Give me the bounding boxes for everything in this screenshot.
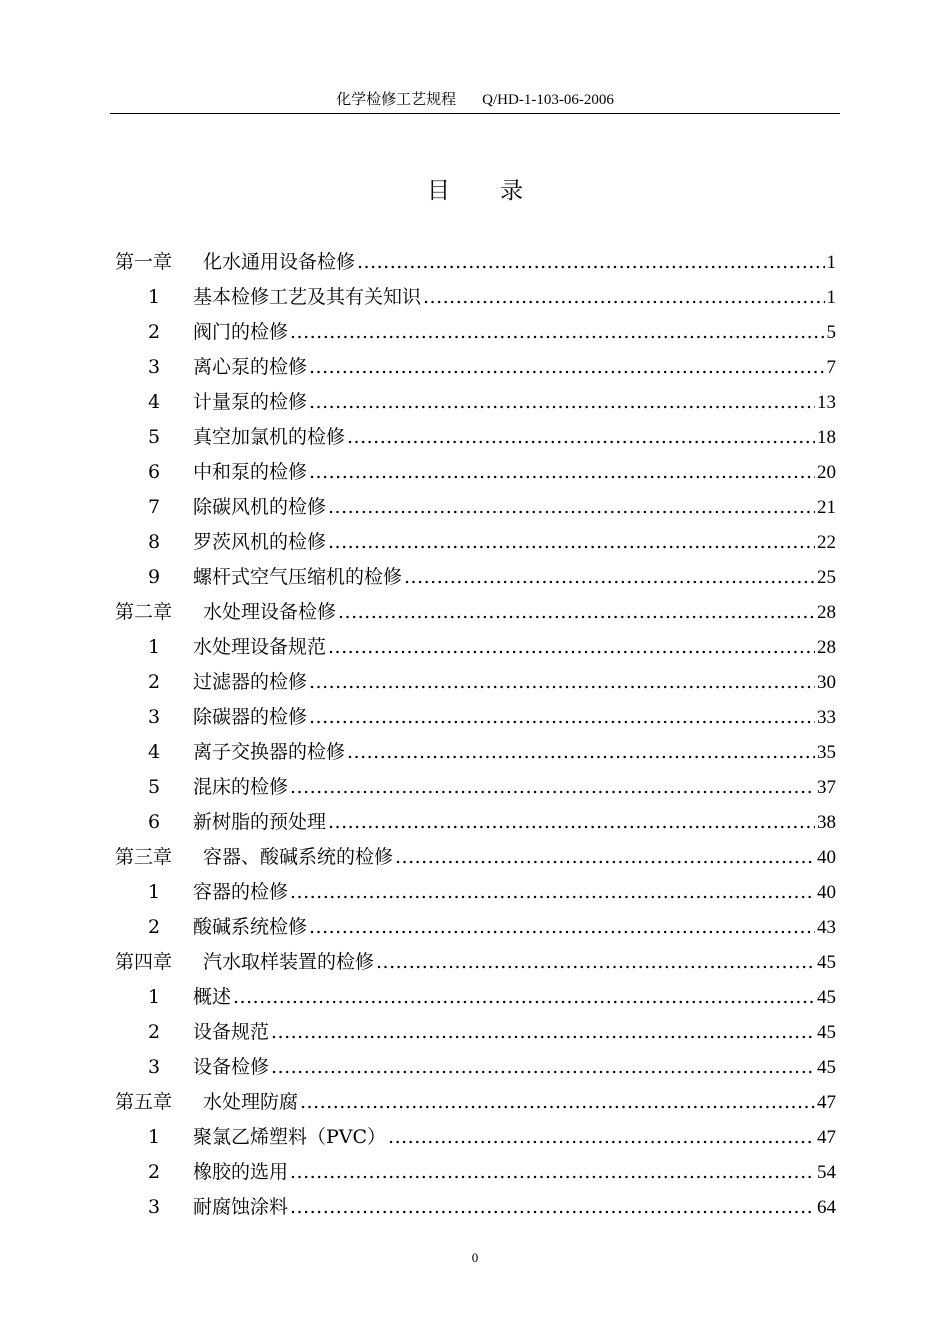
- toc-section-entry[interactable]: [115, 735, 836, 770]
- page-reference: 13: [817, 392, 836, 413]
- entry-title: 酸碱系统检修: [193, 916, 308, 938]
- toc-section-entry[interactable]: [115, 490, 836, 525]
- entry-title: 除碳器的检修: [193, 706, 308, 728]
- dot-leader: [376, 945, 815, 980]
- entry-title: 中和泵的检修: [193, 461, 308, 483]
- section-number: 2: [147, 916, 161, 938]
- page-reference: 45: [817, 1057, 836, 1078]
- toc-section-entry[interactable]: [115, 420, 836, 455]
- entry-title: 橡胶的选用: [193, 1161, 289, 1183]
- entry-title: 离心泵的检修: [193, 356, 308, 378]
- dot-leader: [338, 595, 815, 630]
- page-reference: 21: [817, 497, 836, 518]
- dot-leader: [347, 735, 815, 770]
- entry-title: 水处理设备检修: [203, 601, 337, 623]
- toc-section-entry[interactable]: [115, 560, 836, 595]
- toc-section-entry[interactable]: [115, 980, 836, 1015]
- dot-leader: [347, 420, 815, 455]
- chapter-label: 第二章: [115, 601, 173, 623]
- toc-chapter-entry[interactable]: [115, 1085, 836, 1120]
- entry-title: 概述: [193, 986, 232, 1008]
- dot-leader: [328, 525, 815, 560]
- dot-leader: [328, 490, 815, 525]
- section-number: 1: [147, 986, 161, 1008]
- toc-section-entry[interactable]: [115, 1155, 836, 1190]
- page-reference: 7: [826, 357, 836, 378]
- entry-title: 真空加氯机的检修: [193, 426, 346, 448]
- toc-section-entry[interactable]: [115, 525, 836, 560]
- chapter-label: 第三章: [115, 846, 173, 868]
- toc-heading: [0, 172, 950, 205]
- header-document-code: Q/HD-1-103-06-2006: [482, 92, 614, 108]
- entry-title: 容器的检修: [193, 881, 289, 903]
- toc-section-entry[interactable]: [115, 280, 836, 315]
- dot-leader: [388, 1120, 815, 1155]
- dot-leader: [309, 910, 815, 945]
- toc-section-entry[interactable]: [115, 630, 836, 665]
- dot-leader: [328, 805, 815, 840]
- toc-section-entry[interactable]: [115, 315, 836, 350]
- page-reference: 40: [817, 847, 836, 868]
- section-number: 1: [147, 636, 161, 658]
- page-reference: 47: [817, 1092, 836, 1113]
- dot-leader: [233, 980, 815, 1015]
- section-number: 2: [147, 1161, 161, 1183]
- dot-leader: [423, 280, 824, 315]
- page-number: 0: [471, 1250, 479, 1265]
- dot-leader: [271, 1050, 815, 1085]
- section-number: 5: [147, 776, 161, 798]
- section-number: 2: [147, 321, 161, 343]
- page-reference: 25: [817, 567, 836, 588]
- entry-title: 罗茨风机的检修: [193, 531, 327, 553]
- dot-leader: [357, 245, 824, 280]
- section-number: 3: [147, 1056, 161, 1078]
- section-number: 3: [147, 706, 161, 728]
- dot-leader: [309, 350, 824, 385]
- toc-section-entry[interactable]: [115, 455, 836, 490]
- page-reference: 45: [817, 1022, 836, 1043]
- entry-title: 新树脂的预处理: [193, 811, 327, 833]
- entry-title: 过滤器的检修: [193, 671, 308, 693]
- entry-title: 基本检修工艺及其有关知识: [193, 286, 422, 308]
- entry-title: 离子交换器的检修: [193, 741, 346, 763]
- page-reference: 33: [817, 707, 836, 728]
- entry-title: 除碳风机的检修: [193, 496, 327, 518]
- page-reference: 38: [817, 812, 836, 833]
- page-reference: 47: [817, 1127, 836, 1148]
- section-number: 9: [147, 566, 161, 588]
- page-reference: 1: [826, 287, 836, 308]
- section-number: 2: [147, 671, 161, 693]
- page-reference: 5: [826, 322, 836, 343]
- toc-section-entry[interactable]: [115, 665, 836, 700]
- toc-section-entry[interactable]: [115, 1190, 836, 1225]
- section-number: 4: [147, 391, 161, 413]
- running-header: [110, 88, 840, 111]
- page-reference: 20: [817, 462, 836, 483]
- chapter-label: 第一章: [115, 251, 173, 273]
- entry-title: 化水通用设备检修: [203, 251, 356, 273]
- entry-title: 设备检修: [193, 1056, 270, 1078]
- dot-leader: [290, 1155, 815, 1190]
- section-number: 3: [147, 356, 161, 378]
- toc-chapter-entry[interactable]: [115, 595, 836, 630]
- dot-leader: [309, 700, 815, 735]
- entry-title: 螺杆式空气压缩机的检修: [193, 566, 403, 588]
- dot-leader: [290, 1190, 815, 1225]
- section-number: 6: [147, 461, 161, 483]
- toc-section-entry[interactable]: [115, 1050, 836, 1085]
- page-reference: 43: [817, 917, 836, 938]
- toc-chapter-entry[interactable]: [115, 945, 836, 980]
- dot-leader: [290, 875, 815, 910]
- dot-leader: [328, 630, 815, 665]
- toc-heading-char-2: 录: [500, 178, 523, 204]
- dot-leader: [290, 770, 815, 805]
- section-number: 2: [147, 1021, 161, 1043]
- page-reference: 30: [817, 672, 836, 693]
- section-number: 7: [147, 496, 161, 518]
- page-reference: 37: [817, 777, 836, 798]
- chapter-label: 第四章: [115, 951, 173, 973]
- header-rule: [110, 113, 840, 114]
- page-reference: 45: [817, 952, 836, 973]
- toc-section-entry[interactable]: [115, 910, 836, 945]
- toc-chapter-entry[interactable]: [115, 840, 836, 875]
- header-title: 化学检修工艺规程: [336, 90, 457, 108]
- chapter-label: 第五章: [115, 1091, 173, 1113]
- page-reference: 35: [817, 742, 836, 763]
- page-reference: 28: [817, 637, 836, 658]
- entry-title: 混床的检修: [193, 776, 289, 798]
- entry-title: 设备规范: [193, 1021, 270, 1043]
- section-number: 5: [147, 426, 161, 448]
- page-reference: 1: [826, 252, 836, 273]
- dot-leader: [300, 1085, 815, 1120]
- page-reference: 64: [817, 1197, 836, 1218]
- entry-title: 计量泵的检修: [193, 391, 308, 413]
- entry-title: 耐腐蚀涂料: [193, 1196, 289, 1218]
- dot-leader: [395, 840, 815, 875]
- dot-leader: [271, 1015, 815, 1050]
- dot-leader: [309, 455, 815, 490]
- section-number: 8: [147, 531, 161, 553]
- dot-leader: [309, 665, 815, 700]
- dot-leader: [309, 385, 815, 420]
- page-reference: 28: [817, 602, 836, 623]
- toc-section-entry[interactable]: [115, 350, 836, 385]
- toc-chapter-entry[interactable]: [115, 245, 836, 280]
- toc-section-entry[interactable]: [115, 770, 836, 805]
- section-number: 3: [147, 1196, 161, 1218]
- toc-heading-char-1: 目: [427, 178, 450, 204]
- entry-title: 水处理防腐: [203, 1091, 299, 1113]
- entry-title: 阀门的检修: [193, 321, 289, 343]
- section-number: 4: [147, 741, 161, 763]
- page-reference: 54: [817, 1162, 836, 1183]
- page-reference: 45: [817, 987, 836, 1008]
- entry-title: 水处理设备规范: [193, 636, 327, 658]
- entry-title: 聚氯乙烯塑料（PVC）: [193, 1126, 387, 1148]
- toc-section-entry[interactable]: [115, 1120, 836, 1155]
- section-number: 1: [147, 881, 161, 903]
- dot-leader: [404, 560, 815, 595]
- dot-leader: [290, 315, 824, 350]
- page-reference: 40: [817, 882, 836, 903]
- page-reference: 22: [817, 532, 836, 553]
- toc-section-entry[interactable]: [115, 805, 836, 840]
- toc-section-entry[interactable]: [115, 1015, 836, 1050]
- toc-section-entry[interactable]: [115, 875, 836, 910]
- table-of-contents: [115, 245, 836, 1225]
- toc-section-entry[interactable]: [115, 700, 836, 735]
- entry-title: 容器、酸碱系统的检修: [203, 846, 394, 868]
- toc-section-entry[interactable]: [115, 385, 836, 420]
- section-number: 1: [147, 286, 161, 308]
- page-reference: 18: [817, 427, 836, 448]
- entry-title: 汽水取样装置的检修: [203, 951, 375, 973]
- section-number: 1: [147, 1126, 161, 1148]
- section-number: 6: [147, 811, 161, 833]
